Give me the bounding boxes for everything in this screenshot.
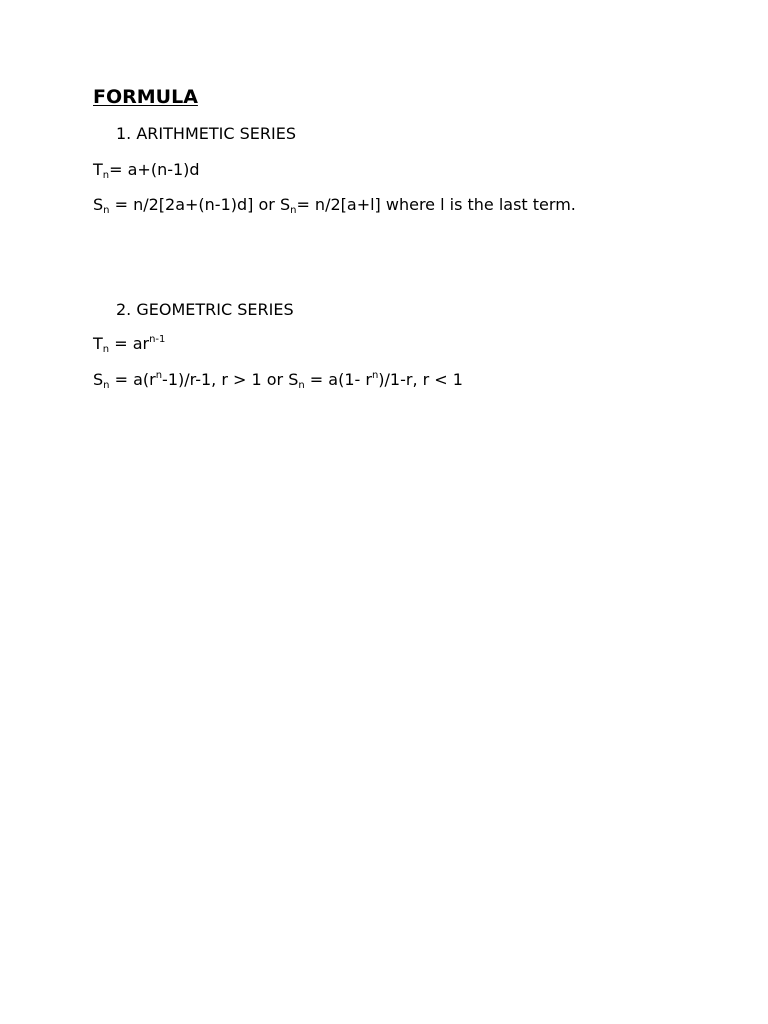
formula-text: = n/2[a+l] where l is the last term.	[296, 195, 576, 214]
section-heading-arithmetic: 1. ARITHMETIC SERIES	[116, 124, 296, 143]
formula-text: = a(1- r	[304, 370, 372, 389]
formula-subscript: n	[298, 380, 305, 391]
geometric-nth-term-formula	[93, 334, 165, 354]
arithmetic-sum-formula	[93, 195, 576, 215]
formula-subscript: n	[103, 205, 110, 216]
formula-text: )/1-r, r < 1	[378, 370, 463, 389]
arithmetic-nth-term-formula	[93, 160, 200, 180]
formula-symbol: S	[93, 370, 104, 389]
formula-subscript: n	[103, 380, 110, 391]
formula-superscript: n	[155, 370, 163, 381]
formula-superscript: n	[371, 370, 379, 381]
formula-symbol: S	[93, 195, 104, 214]
formula-symbol: T	[93, 160, 103, 179]
geometric-sum-formula	[93, 370, 463, 390]
section-heading-geometric: 2. GEOMETRIC SERIES	[116, 300, 294, 319]
formula-subscript: n	[290, 205, 297, 216]
document-title: FORMULA	[93, 86, 198, 108]
formula-subscript: n	[102, 170, 110, 181]
formula-subscript: n	[102, 344, 110, 355]
formula-text: -1)/r-1, r > 1 or S	[162, 370, 299, 389]
formula-text: = a+(n-1)d	[109, 160, 200, 179]
formula-text: = ar	[109, 334, 150, 353]
formula-text: = n/2[2a+(n-1)d] or S	[109, 195, 291, 214]
formula-superscript: n-1	[149, 334, 166, 345]
formula-text: = a(r	[109, 370, 156, 389]
formula-symbol: T	[93, 334, 103, 353]
